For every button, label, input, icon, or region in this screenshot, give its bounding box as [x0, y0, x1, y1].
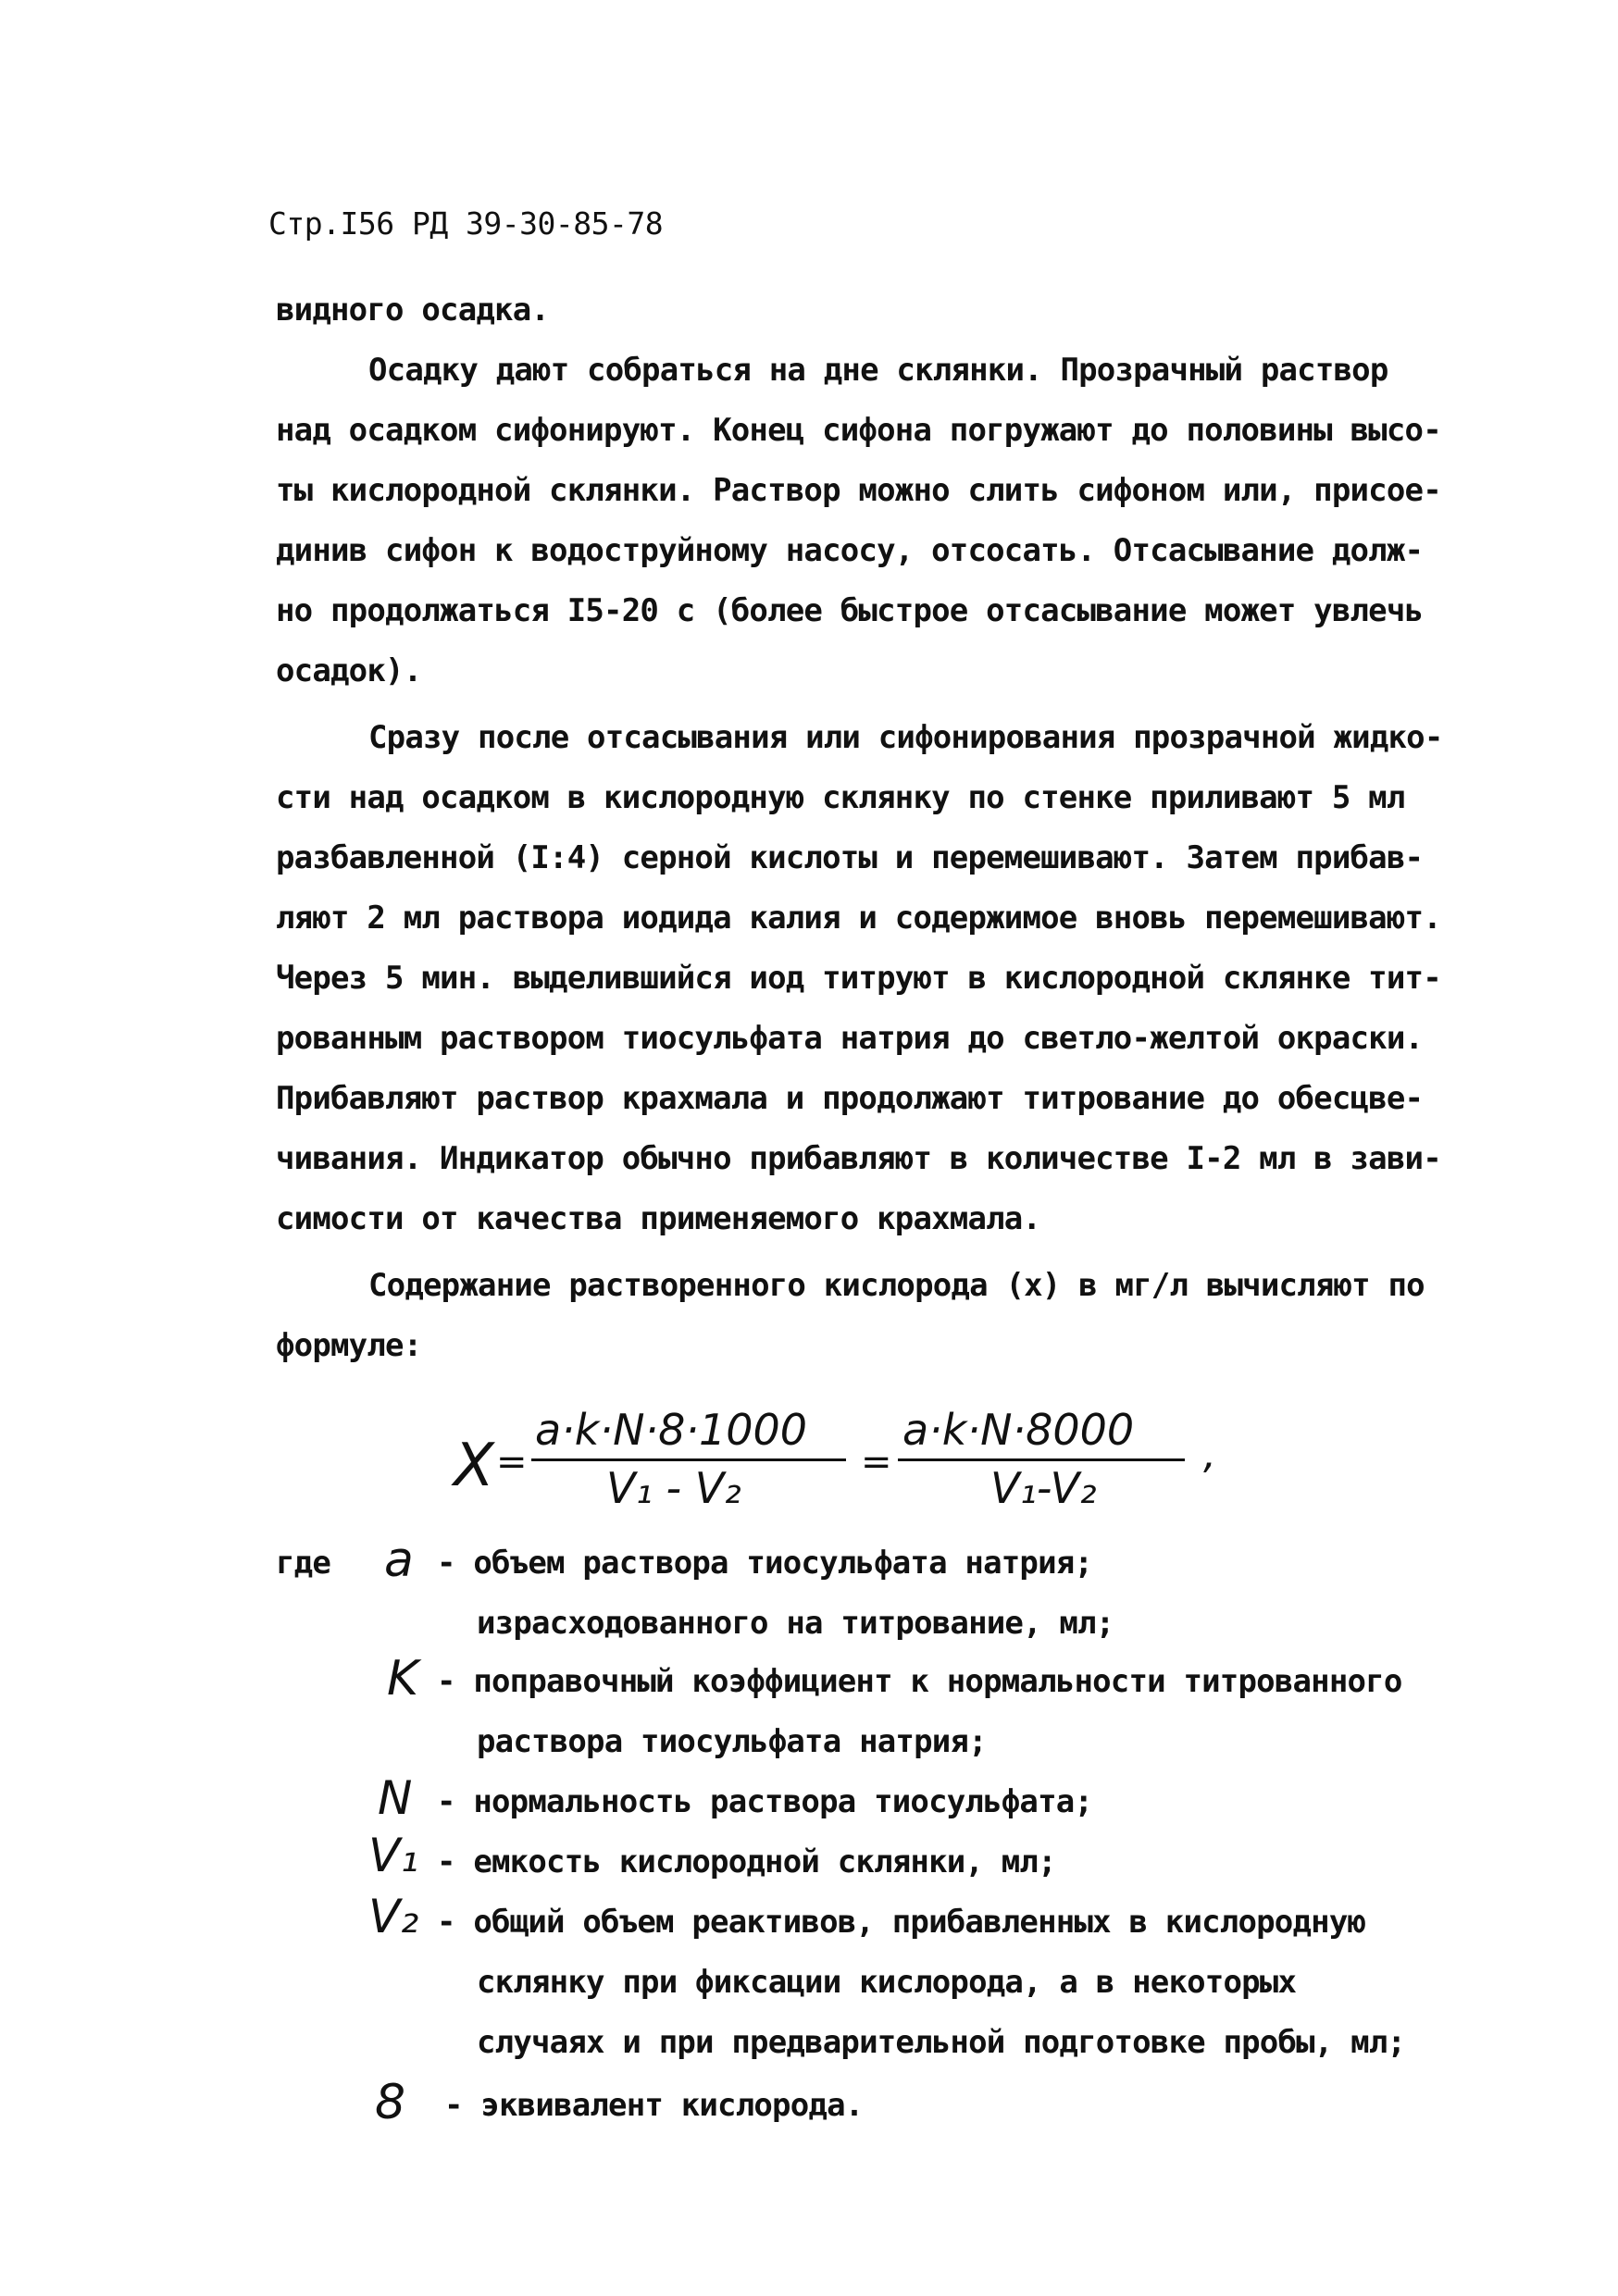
text-line: разбавленной (I:4) серной кислоты и перемешивают. Затем прибав-: [276, 839, 1424, 876]
formula-lhs: X: [454, 1432, 494, 1500]
legend-symbol-k: K: [387, 1651, 419, 1706]
legend-symbol-a: a: [384, 1533, 414, 1588]
text-line: динив сифон к водоструйному насосу, отсосать. Отсасывание долж-: [276, 532, 1424, 569]
legend-text: случаях и при предварительной подготовке пробы, мл;: [477, 2024, 1406, 2061]
text-line: симости от качества применяемого крахмала.: [276, 1200, 1041, 1237]
text-line: ты кислородной склянки. Раствор можно слить сифоном или, присое-: [276, 472, 1441, 509]
fraction-bar-2: [898, 1458, 1185, 1461]
text-line: но продолжаться I5-20 с (более быстрое отсасывание может увлечь: [276, 592, 1424, 629]
text-line: над осадком сифонируют. Конец сифона погружают до половины высо-: [276, 412, 1441, 449]
text-line: Осадку дают собраться на дне склянки. Прозрачный раствор: [368, 352, 1388, 389]
legend-intro: где: [276, 1545, 331, 1582]
fraction-bar-1: [531, 1458, 846, 1461]
text-line: ляют 2 мл раствора иодида калия и содержимое вновь перемешивают.: [276, 900, 1441, 937]
text-line: чивания. Индикатор обычно прибавляют в количестве I-2 мл в зави-: [276, 1140, 1441, 1177]
legend-symbol-8: 8: [375, 2075, 406, 2130]
legend-symbol-v2: V₂: [368, 1890, 419, 1943]
formula-denominator-1: V₁ - V₂: [606, 1463, 741, 1513]
legend-text: - эквивалент кислорода.: [444, 2087, 864, 2124]
formula-numerator-1: a·k·N·8·1000: [535, 1405, 808, 1455]
legend-text: - поправочный коэффициент к нормальности титрованного: [437, 1663, 1402, 1700]
text-line: сти над осадком в кислородную склянку по стенке приливают 5 мл: [276, 779, 1405, 816]
formula-numerator-2: a·k·N·8000: [902, 1405, 1135, 1455]
formula-comma: ,: [1203, 1431, 1216, 1478]
page-header: Стр.I56 РД 39-30-85-78: [268, 205, 664, 242]
formula-equals: =: [496, 1441, 528, 1483]
legend-symbol-n: N: [378, 1771, 413, 1825]
text-line: Через 5 мин. выделившийся иод титруют в кислородной склянке тит-: [276, 960, 1441, 997]
formula-equals: =: [861, 1441, 892, 1483]
text-line: Содержание растворенного кислорода (x) в мг/л вычисляют по: [368, 1267, 1425, 1304]
legend-text: - нормальность раствора тиосульфата;: [437, 1783, 1093, 1820]
text-line: осадок).: [276, 652, 422, 689]
text-line: видного осадка.: [276, 292, 550, 329]
legend-text: - общий объем реактивов, прибавленных в кислородную: [437, 1904, 1366, 1941]
formula-denominator-2: V₁-V₂: [990, 1463, 1097, 1513]
text-line: рованным раствором тиосульфата натрия до светло-желтой окраски.: [276, 1020, 1424, 1057]
text-line: Сразу после отсасывания или сифонирования прозрачной жидко-: [368, 719, 1443, 756]
legend-text: израсходованного на титрование, мл;: [477, 1605, 1114, 1642]
text-line: формуле:: [276, 1327, 422, 1364]
legend-text: - емкость кислородной склянки, мл;: [437, 1843, 1056, 1880]
legend-text: раствора тиосульфата натрия;: [477, 1723, 987, 1760]
legend-symbol-v1: V₁: [368, 1829, 419, 1882]
legend-text: - объем раствора тиосульфата натрия;: [437, 1545, 1093, 1582]
text-line: Прибавляют раствор крахмала и продолжают титрование до обесцве-: [276, 1080, 1424, 1117]
legend-text: склянку при фиксации кислорода, а в некоторых: [477, 1964, 1297, 2001]
oxygen-formula: [454, 1397, 1222, 1527]
